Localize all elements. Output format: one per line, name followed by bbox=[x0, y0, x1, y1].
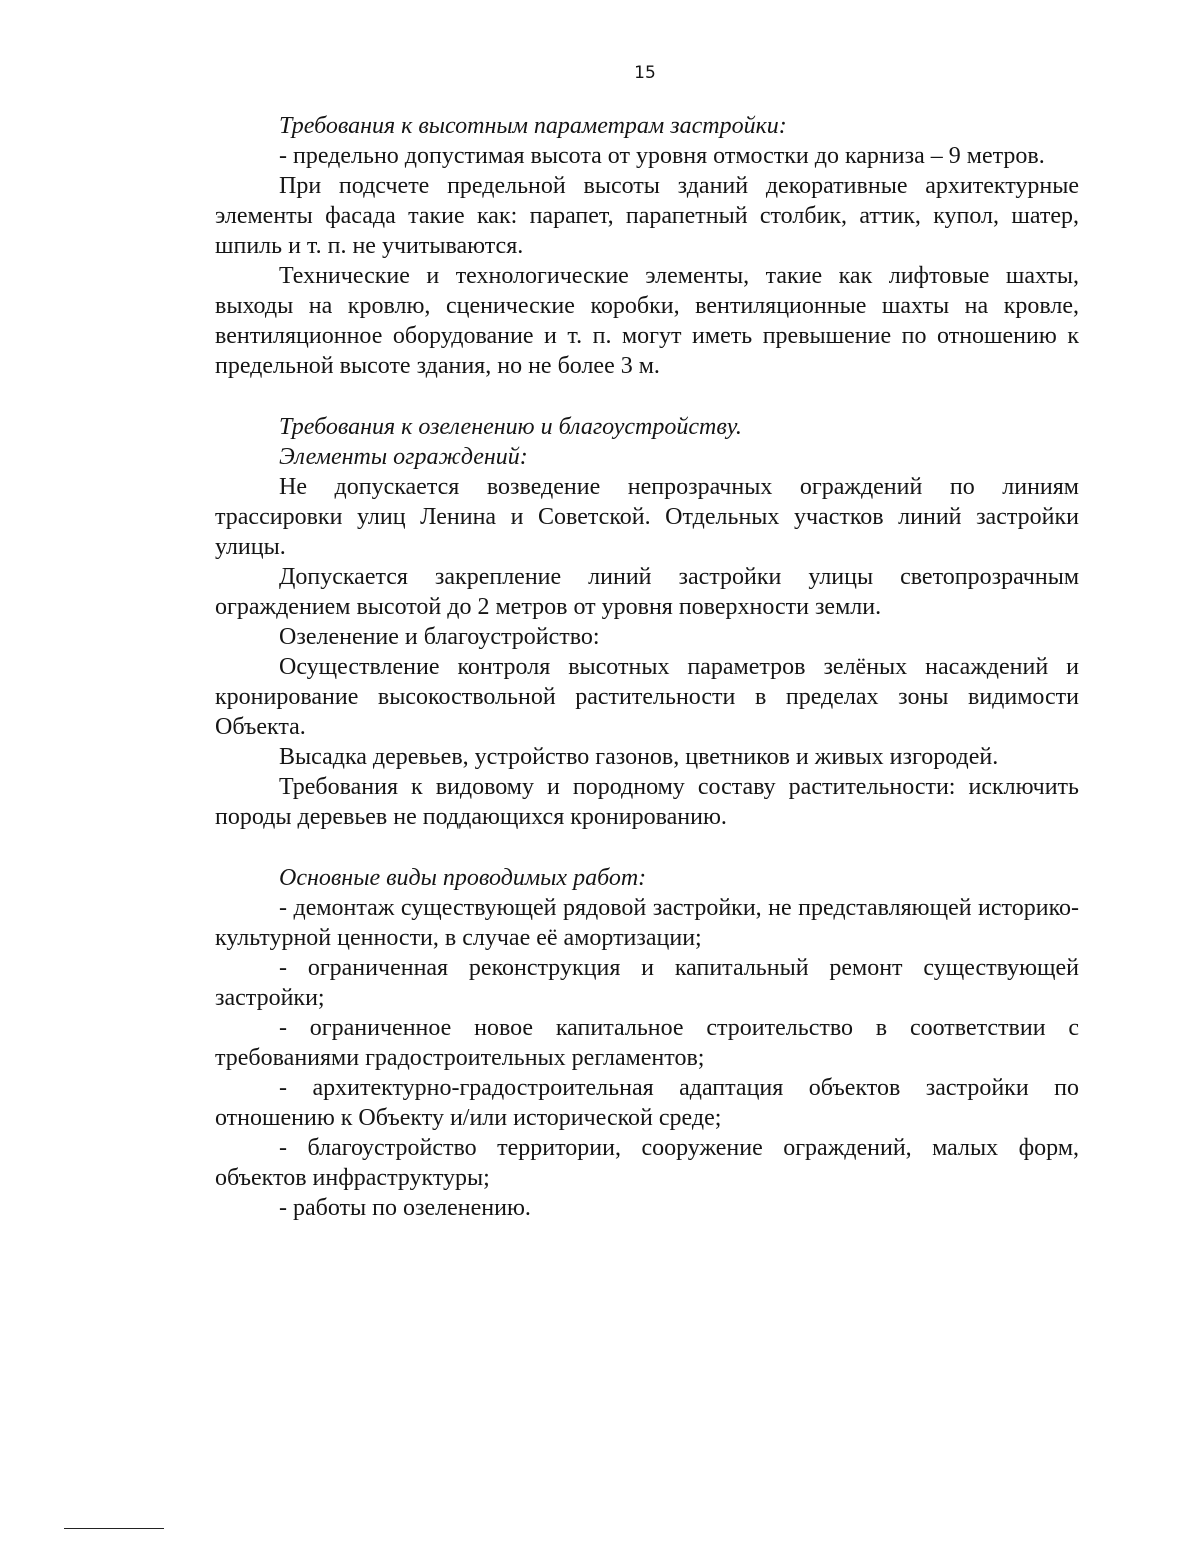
works-list-item: - ограниченное новое капитальное строительство в соответствии с требованиями градостроительных регламентов; bbox=[215, 1015, 1079, 1071]
works-list-item: - ограниченная реконструкция и капитальный ремонт существующей застройки; bbox=[215, 955, 1079, 1011]
works-list-item: - архитектурно-градостроительная адаптация объектов застройки по отношению к Объекту и/или исторической среде; bbox=[215, 1075, 1079, 1131]
planting-paragraph: Высадка деревьев, устройство газонов, цветников и живых изгородей. bbox=[279, 744, 999, 770]
works-heading: Основные виды проводимых работ: bbox=[279, 865, 647, 891]
works-list-item: - благоустройство территории, сооружение ограждений, малых форм, объектов инфраструктуры; bbox=[215, 1135, 1079, 1191]
greening-requirements-heading: Требования к озеленению и благоустройству. bbox=[279, 414, 742, 440]
fencing-permission-paragraph: Допускается закрепление линий застройки улицы светопрозрачным ограждением высотой до 2 метров от уровня поверхности земли. bbox=[215, 564, 1079, 620]
greening-control-paragraph: Осуществление контроля высотных параметров зелёных насаждений и кронирование высокоствольной растительности в пределах зоны видимости Объекта. bbox=[215, 654, 1079, 740]
works-list-item: - работы по озеленению. bbox=[279, 1195, 531, 1221]
fencing-prohibition-paragraph: Не допускается возведение непрозрачных ограждений по линиям трассировки улиц Ленина и Советской. Отдельных участков линий застройки улицы. bbox=[215, 474, 1079, 560]
fencing-elements-subheading: Элементы ограждений: bbox=[279, 444, 528, 470]
greening-label-paragraph: Озеленение и благоустройство: bbox=[279, 624, 600, 650]
works-list-item: - демонтаж существующей рядовой застройки, не представляющей историко-культурной ценности, в случае её амортизации; bbox=[215, 895, 1079, 951]
vegetation-composition-paragraph: Требования к видовому и породному составу растительности: исключить породы деревьев не поддающихся кронированию. bbox=[215, 774, 1079, 830]
height-calculation-paragraph: При подсчете предельной высоты зданий декоративные архитектурные элементы фасада такие как: парапет, парапетный столбик, аттик, купол, шатер, шпиль и т. п. не учитываются. bbox=[215, 173, 1079, 259]
document-body bbox=[215, 111, 1079, 1223]
height-requirements-heading: Требования к высотным параметрам застройки: bbox=[279, 113, 787, 139]
footnote-separator bbox=[64, 1528, 164, 1529]
technical-elements-paragraph: Технические и технологические элементы, такие как лифтовые шахты, выходы на кровлю, сценические коробки, вентиляционные шахты на кровле, вентиляционное оборудование и т. п. могут иметь превышение по отношению к предельной высоте здания, но не более 3 м. bbox=[215, 263, 1079, 379]
page-number: 15 bbox=[634, 63, 656, 83]
height-limit-paragraph: - предельно допустимая высота от уровня отмостки до карниза – 9 метров. bbox=[279, 143, 1045, 169]
